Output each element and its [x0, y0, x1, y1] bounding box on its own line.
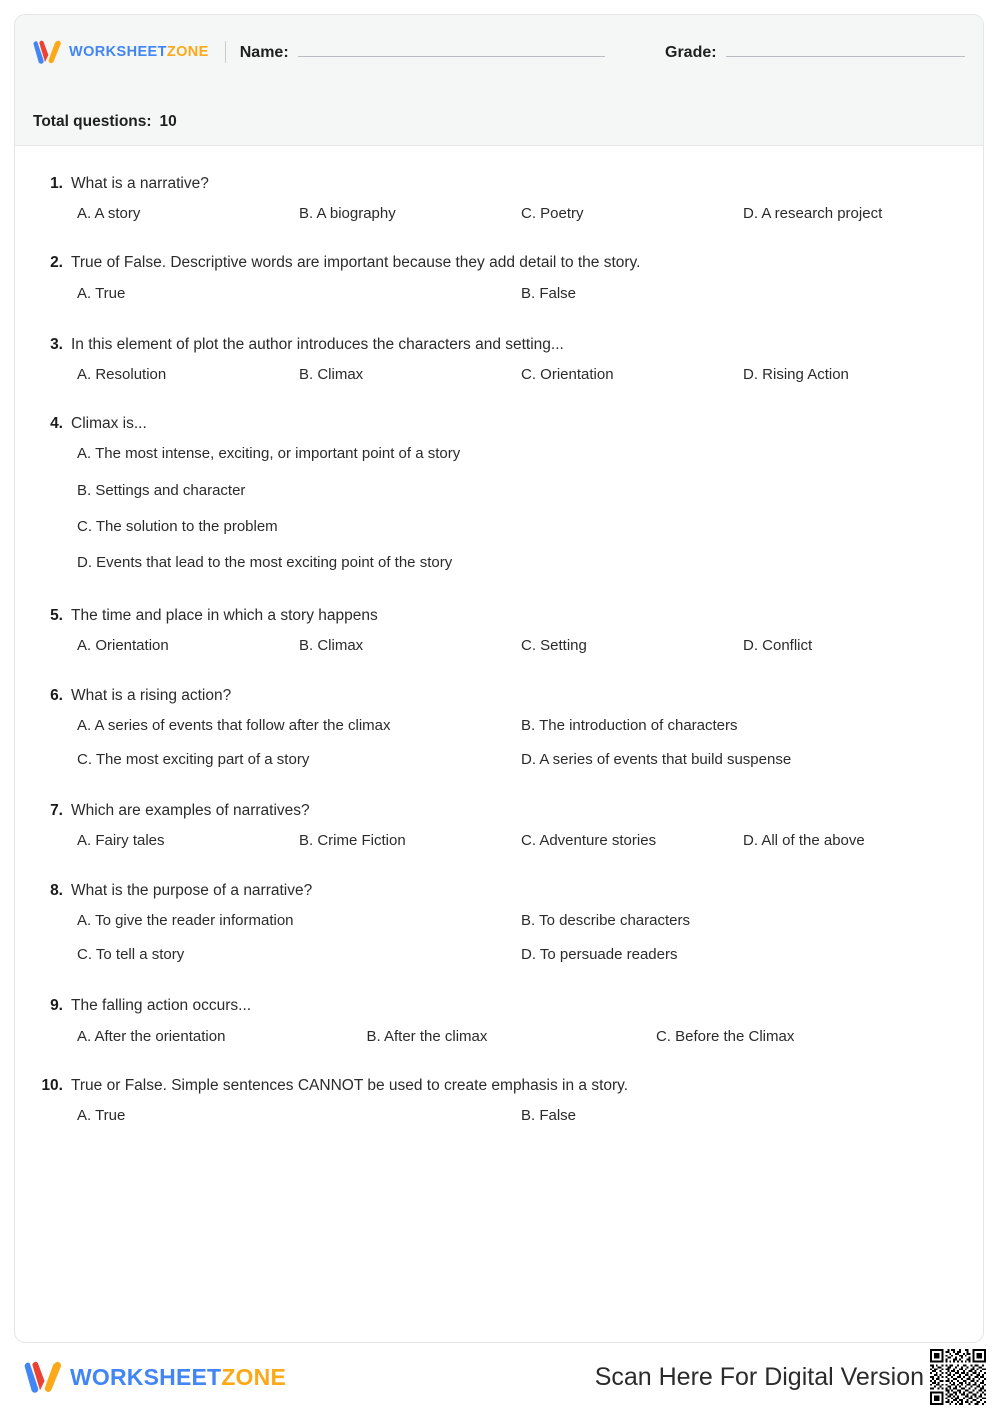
answer-option[interactable]: A. Resolution: [77, 365, 167, 383]
question-number: 6.: [50, 686, 63, 704]
grade-field[interactable]: [665, 43, 965, 62]
brand-logo-header: [33, 39, 209, 65]
question-header: [33, 686, 965, 706]
answer-options: [33, 204, 965, 236]
grade-write-line[interactable]: [726, 43, 965, 57]
grade-label: Grade:: [665, 43, 717, 61]
question-item: [33, 606, 965, 668]
question-header: [33, 1076, 965, 1096]
question-header: [33, 881, 965, 901]
brand-name-primary: WORKSHEET: [69, 44, 167, 60]
answer-option[interactable]: B. Climax: [299, 637, 364, 655]
question-item: [33, 1076, 965, 1140]
answer-option[interactable]: A. The most intense, exciting, or important point of a story: [77, 445, 461, 463]
questions-list: [15, 146, 983, 1140]
question-number: 3.: [50, 335, 63, 353]
worksheet-footer: [14, 1348, 986, 1406]
answer-option[interactable]: C. The most exciting part of a story: [77, 751, 310, 769]
answer-options: [33, 444, 965, 589]
header-divider: [225, 41, 226, 63]
answer-option[interactable]: D. Events that lead to the most exciting point of the story: [77, 554, 453, 572]
question-header: [33, 801, 965, 821]
answer-option[interactable]: D. Rising Action: [743, 365, 849, 383]
answer-option[interactable]: C. Before the Climax: [655, 1027, 795, 1045]
answer-option[interactable]: C. Setting: [521, 637, 587, 655]
brand-name-secondary: ZONE: [166, 44, 209, 60]
answer-option[interactable]: A. A series of events that follow after the climax: [77, 716, 391, 734]
brand-name-primary: WORKSHEET: [70, 1363, 222, 1390]
question-text: What is the purpose of a narrative?: [71, 881, 313, 899]
answer-option[interactable]: B. After the climax: [366, 1027, 488, 1045]
answer-option[interactable]: C. To tell a story: [77, 946, 185, 964]
answer-options: [33, 284, 965, 318]
brand-logo-text: [70, 1364, 286, 1391]
question-number: 9.: [50, 997, 63, 1015]
question-item: [33, 414, 965, 589]
question-number: 2.: [50, 254, 63, 272]
question-number: 5.: [50, 607, 63, 625]
answer-option[interactable]: A. Orientation: [77, 637, 169, 655]
worksheet-card: [14, 14, 984, 1343]
answer-option[interactable]: B. Climax: [299, 365, 364, 383]
question-number: 7.: [50, 802, 63, 820]
name-field[interactable]: [240, 43, 605, 62]
worksheet-header: [15, 15, 983, 146]
question-number: 8.: [50, 881, 63, 899]
brand-name-secondary: ZONE: [221, 1363, 287, 1390]
name-write-line[interactable]: [298, 43, 605, 57]
scan-instruction-text: Scan Here For Digital Version: [594, 1362, 924, 1391]
question-header: [33, 253, 965, 273]
question-item: [33, 335, 965, 397]
answer-option[interactable]: C. Orientation: [521, 365, 614, 383]
brand-logo-text: [69, 44, 209, 60]
total-questions-value: 10: [159, 113, 177, 130]
question-item: [33, 174, 965, 236]
answer-options: [33, 716, 965, 785]
worksheet-zone-w-icon: [24, 1359, 64, 1395]
answer-option[interactable]: C. Poetry: [521, 205, 584, 223]
answer-option[interactable]: B. To describe characters: [521, 911, 690, 929]
question-text: What is a narrative?: [71, 175, 209, 192]
answer-option[interactable]: D. To persuade readers: [521, 946, 678, 964]
question-number: 1.: [50, 175, 63, 192]
question-item: [33, 801, 965, 863]
answer-options: [33, 1106, 965, 1140]
answer-option[interactable]: C. Adventure stories: [521, 832, 657, 850]
question-text: True of False. Descriptive words are important because they add detail to the story.: [71, 254, 641, 272]
question-header: [33, 414, 965, 434]
question-text: True or False. Simple sentences CANNOT be used to create emphasis in a story.: [71, 1076, 629, 1094]
question-text: What is a rising action?: [71, 686, 232, 704]
brand-logo-footer: [24, 1359, 286, 1395]
question-header: [33, 174, 965, 194]
header-row: [15, 15, 983, 74]
question-header: [33, 335, 965, 355]
answer-option[interactable]: B. False: [521, 1106, 577, 1124]
answer-option[interactable]: D. Conflict: [743, 637, 813, 655]
question-number: 4.: [50, 415, 63, 433]
question-text: Climax is...: [71, 415, 147, 433]
answer-option[interactable]: C. The solution to the problem: [77, 517, 278, 535]
answer-options: [33, 365, 965, 397]
answer-option[interactable]: B. Settings and character: [77, 481, 246, 499]
answer-option[interactable]: A. To give the reader information: [77, 911, 294, 929]
qr-code-icon[interactable]: [930, 1349, 986, 1405]
footer-scan-area: [595, 1349, 986, 1405]
question-number: 10.: [41, 1076, 63, 1094]
total-questions: [33, 113, 177, 131]
answer-options: [33, 911, 965, 980]
answer-options: [33, 831, 965, 863]
question-item: [33, 996, 965, 1058]
question-text: Which are examples of narratives?: [71, 802, 310, 820]
answer-options: [33, 636, 965, 668]
question-text: The falling action occurs...: [71, 997, 252, 1015]
question-item: [33, 686, 965, 785]
answer-option[interactable]: B. A biography: [299, 205, 396, 223]
answer-option[interactable]: A. A story: [77, 205, 141, 223]
total-questions-label: Total questions:: [33, 113, 152, 130]
worksheet-zone-w-icon: [33, 39, 63, 65]
answer-option[interactable]: A. Fairy tales: [77, 832, 165, 850]
question-text: The time and place in which a story happens: [71, 607, 378, 625]
question-item: [33, 881, 965, 980]
answer-option[interactable]: A. After the orientation: [77, 1027, 226, 1045]
answer-option[interactable]: A. True: [77, 284, 126, 302]
question-text: In this element of plot the author introduces the characters and setting...: [71, 335, 564, 353]
question-header: [33, 606, 965, 626]
answer-option[interactable]: B. Crime Fiction: [299, 832, 406, 850]
answer-option[interactable]: B. False: [521, 284, 577, 302]
question-header: [33, 996, 965, 1016]
name-label: Name:: [239, 43, 289, 61]
question-item: [33, 253, 965, 317]
answer-option[interactable]: D. A research project: [743, 205, 883, 223]
answer-option[interactable]: D. All of the above: [743, 832, 865, 850]
answer-option[interactable]: B. The introduction of characters: [521, 716, 738, 734]
answer-option[interactable]: A. True: [77, 1106, 126, 1124]
answer-option[interactable]: D. A series of events that build suspense: [521, 751, 792, 769]
answer-options: [33, 1027, 965, 1059]
